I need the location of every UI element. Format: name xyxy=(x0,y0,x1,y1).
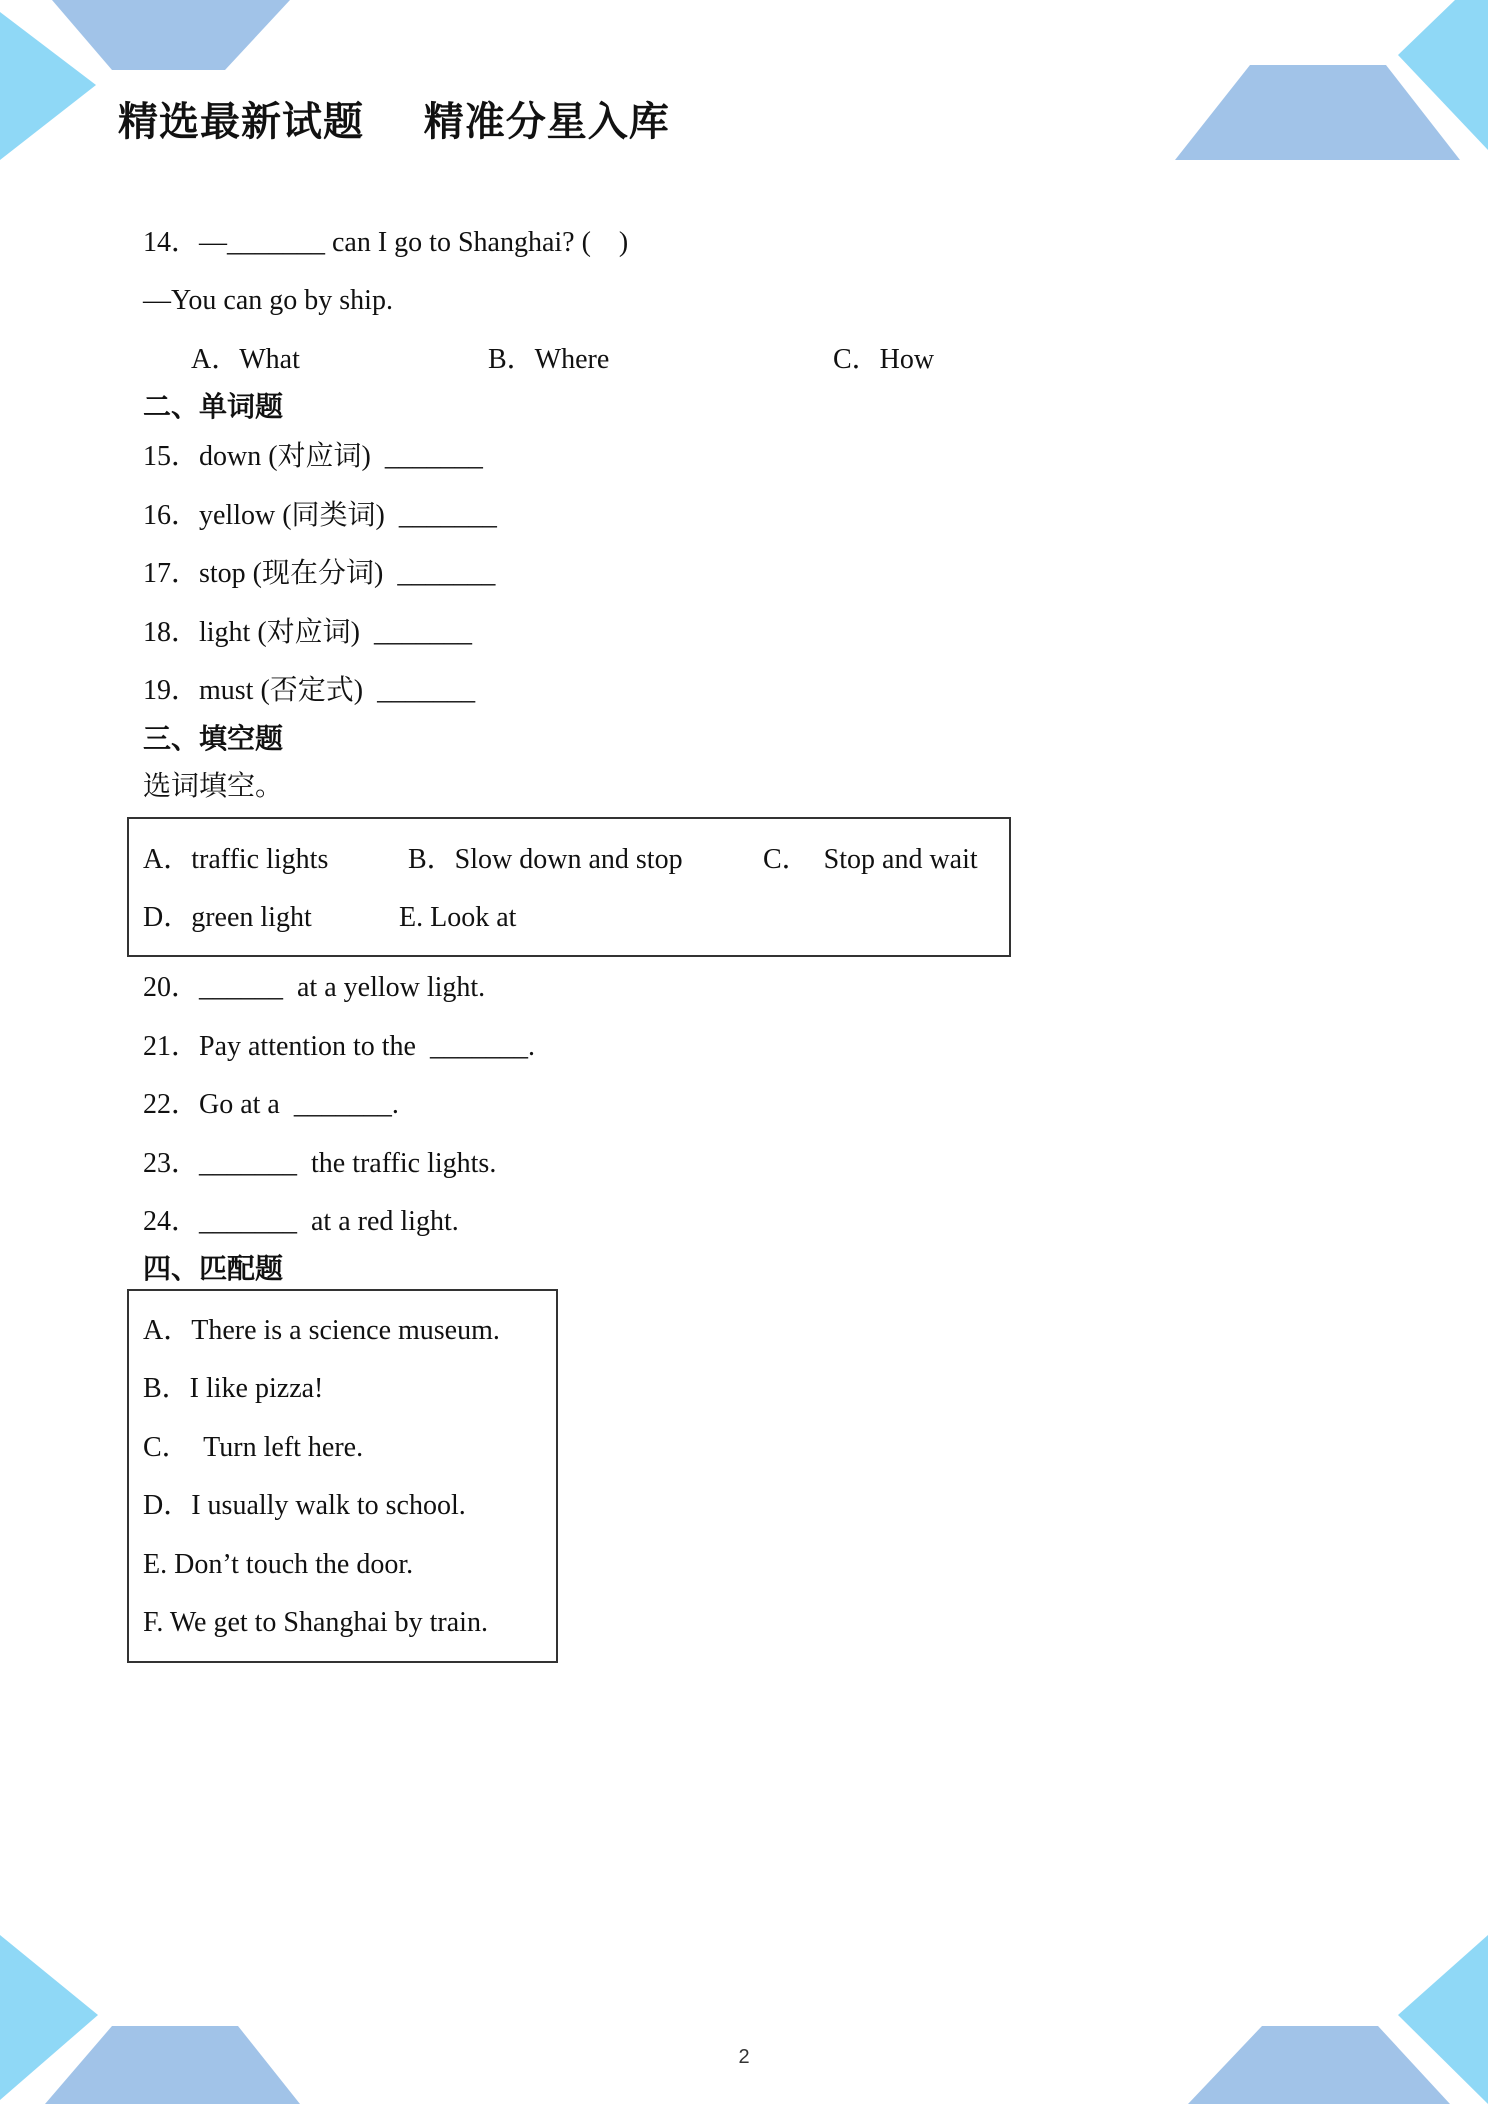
question-14-reply: —You can go by ship. xyxy=(143,285,393,316)
top-left-triangle-shape xyxy=(0,12,96,160)
fill-choice-e: E. Look at xyxy=(399,902,517,933)
section-3-instruction: 选词填空。 xyxy=(143,771,284,802)
fill-question-23: 23．_______ the traffic lights. xyxy=(143,1148,497,1179)
fill-choice-a: A．traffic lights xyxy=(143,844,329,875)
question-14-option-a: A．What xyxy=(191,344,300,375)
word-question-19: 19．must (否定式) _______ xyxy=(143,675,476,706)
fill-question-24: 24．_______ at a red light. xyxy=(143,1206,459,1237)
word-question-15: 15．down (对应词) _______ xyxy=(143,441,483,472)
bottom-right-triangle-shape xyxy=(1398,1935,1488,2104)
section-3-heading: 三、填空题 xyxy=(143,722,284,755)
match-choice-c: C． Turn left here. xyxy=(143,1432,364,1463)
top-right-triangle-shape xyxy=(1398,0,1488,150)
match-choice-d: D．I usually walk to school. xyxy=(143,1490,466,1521)
question-14-option-c: C．How xyxy=(833,344,935,375)
page-number: 2 xyxy=(738,2046,750,2068)
fill-question-21: 21．Pay attention to the _______. xyxy=(143,1031,535,1062)
section-4-heading: 四、匹配题 xyxy=(143,1252,284,1285)
top-left-trapezoid-shape xyxy=(52,0,290,70)
question-14-option-b: B．Where xyxy=(488,344,610,375)
question-14: 14．—_______ can I go to Shanghai? ( ) xyxy=(143,227,629,258)
word-question-16: 16．yellow (同类词) _______ xyxy=(143,500,497,531)
fill-choice-b: B．Slow down and stop xyxy=(408,844,683,875)
fill-blank-choice-box xyxy=(127,817,1011,957)
section-2-heading: 二、单词题 xyxy=(143,390,284,423)
fill-question-22: 22．Go at a _______. xyxy=(143,1089,399,1120)
fill-question-20: 20．______ at a yellow light. xyxy=(143,972,486,1003)
top-right-trapezoid-shape xyxy=(1175,65,1460,160)
fill-choice-c: C． Stop and wait xyxy=(763,844,978,875)
match-choice-e: E. Don’t touch the door. xyxy=(143,1549,414,1580)
match-choice-b: B．I like pizza! xyxy=(143,1373,324,1404)
header-title: 精选最新试题 精准分星入库 xyxy=(118,99,670,145)
word-question-18: 18．light (对应词) _______ xyxy=(143,617,472,648)
fill-choice-d: D．green light xyxy=(143,902,312,933)
word-question-17: 17．stop (现在分词) _______ xyxy=(143,558,496,589)
bottom-left-triangle-shape xyxy=(0,1935,98,2100)
match-choice-a: A．There is a science museum. xyxy=(143,1315,500,1346)
match-choice-f: F. We get to Shanghai by train. xyxy=(143,1607,488,1638)
